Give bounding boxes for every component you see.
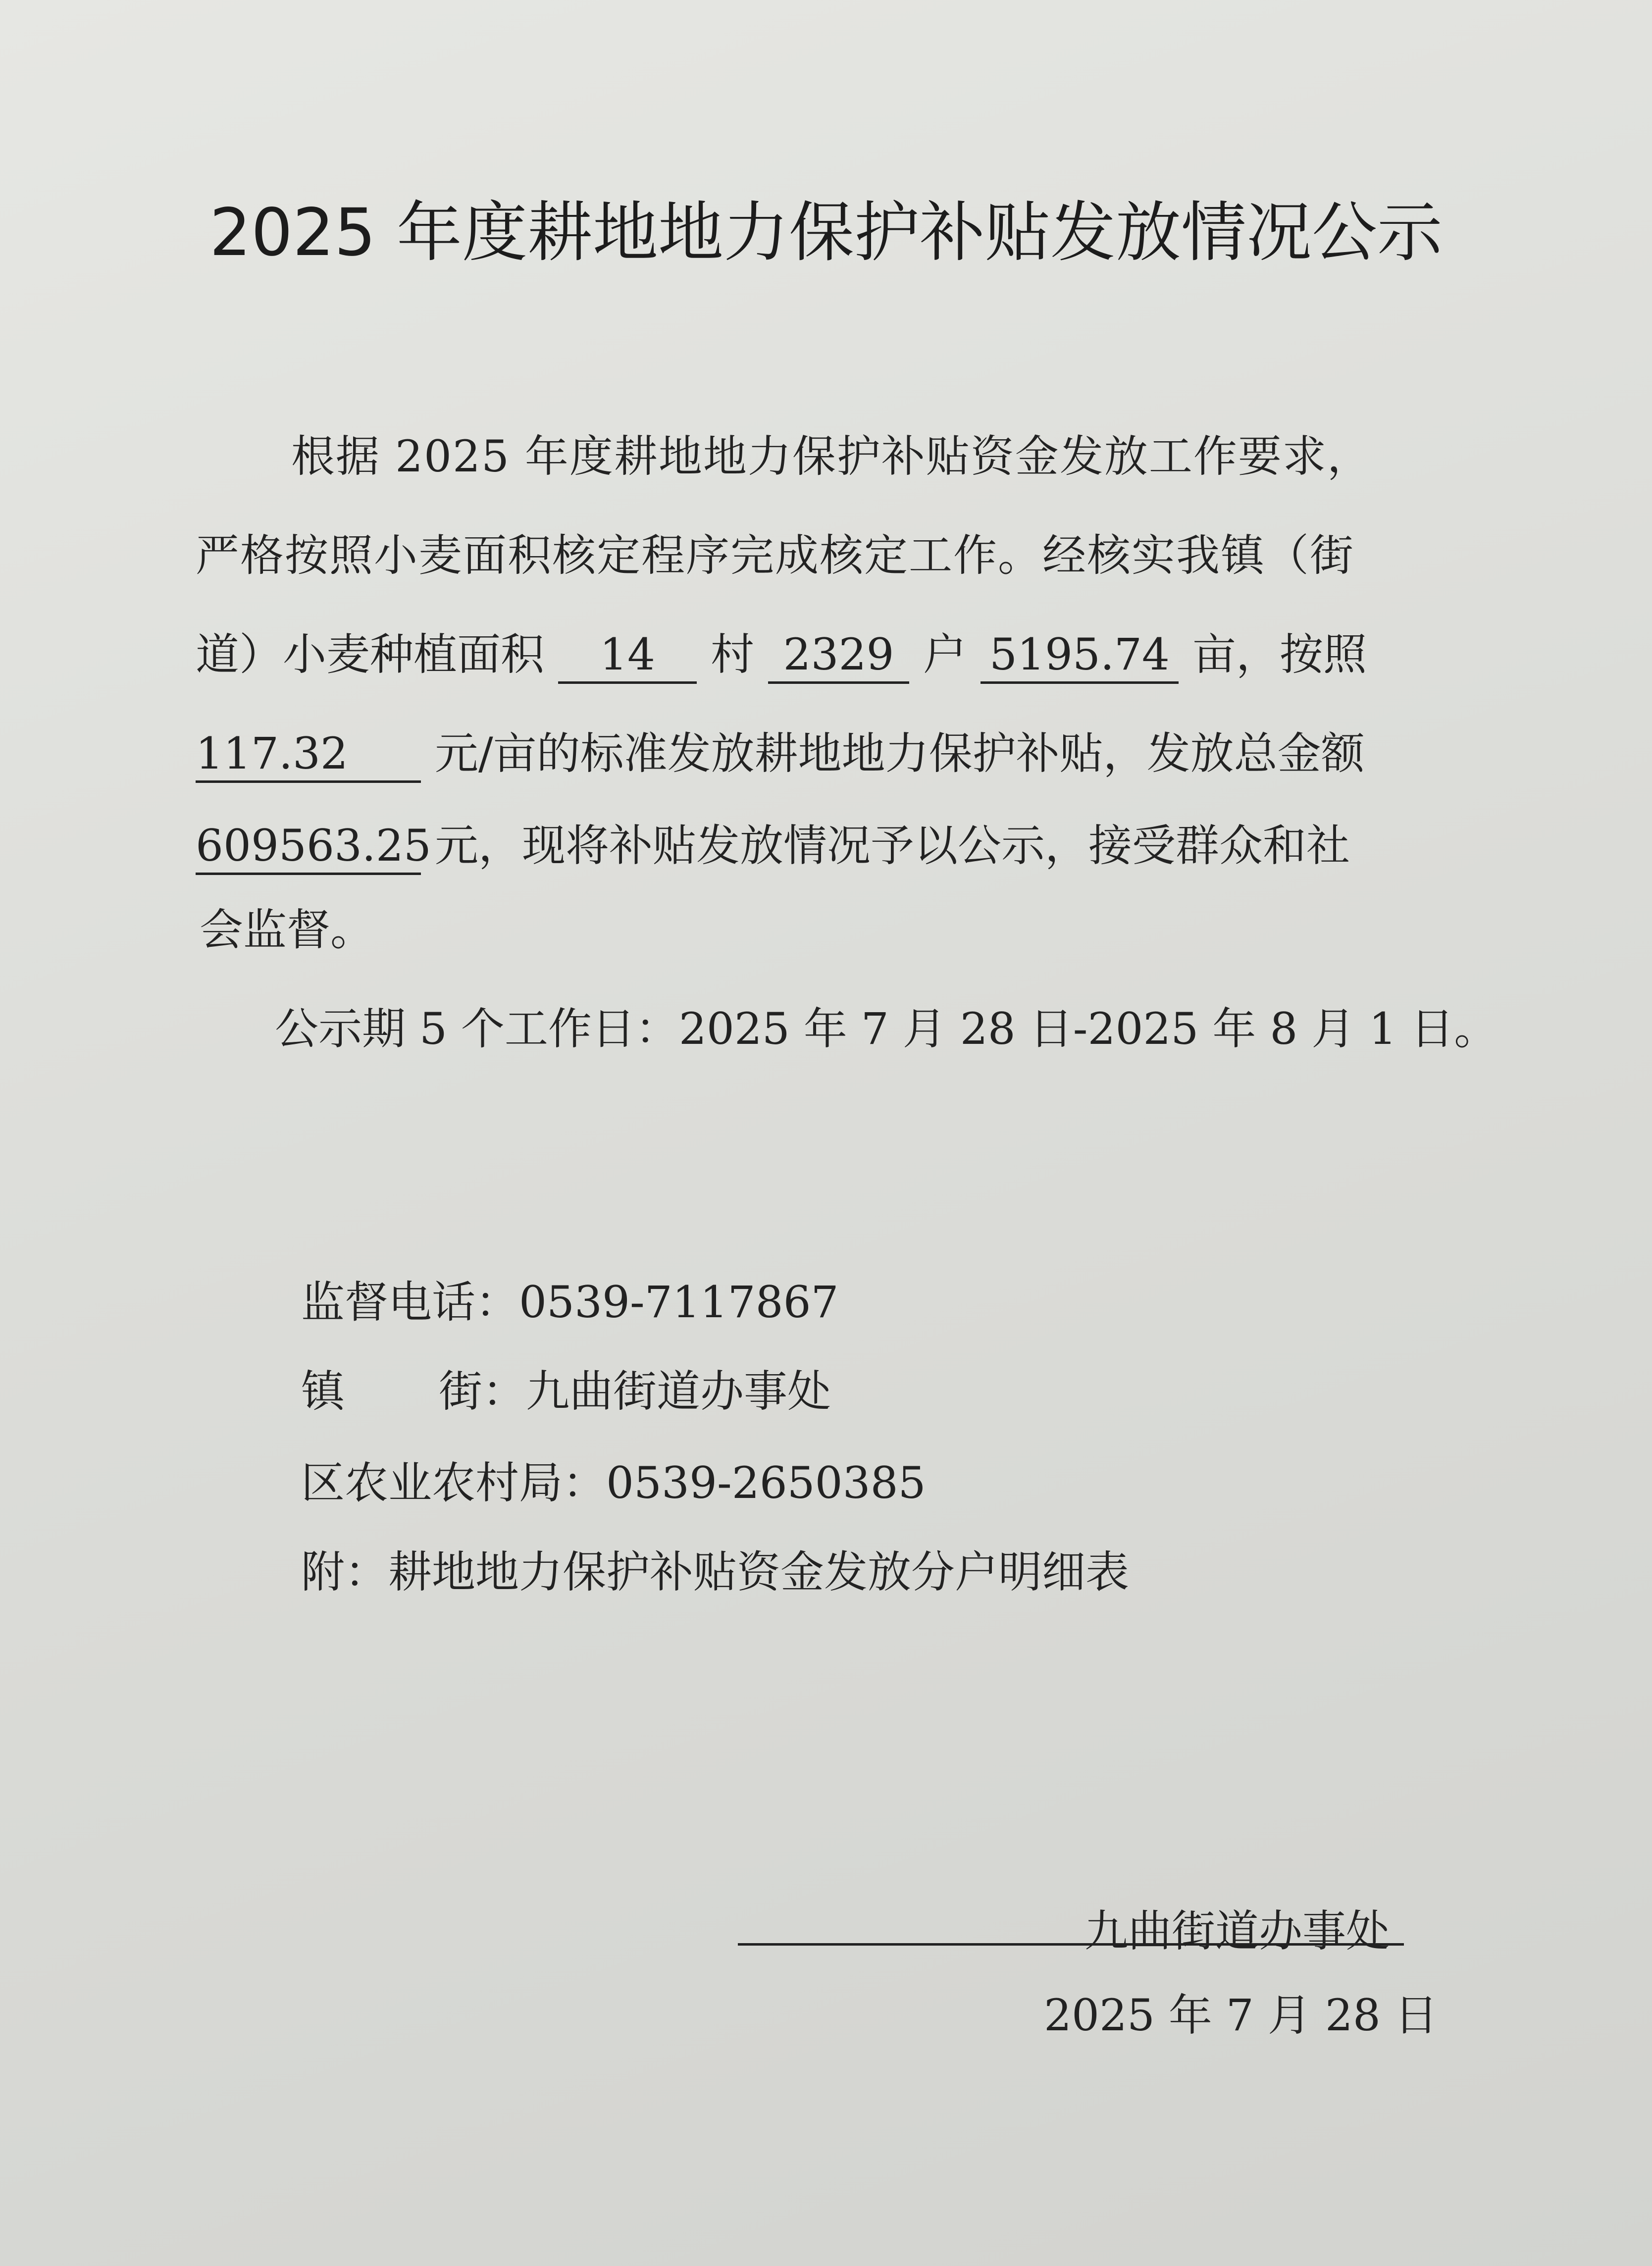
signature-line xyxy=(738,1943,1404,1946)
town-street-label-1: 镇 xyxy=(301,1366,345,1417)
household-count-blank: 2329 xyxy=(768,628,909,684)
village-unit: 村 xyxy=(710,629,754,680)
supervision-phone xyxy=(301,1273,839,1332)
document-title: 2025 年度耕地地力保护补贴发放情况公示 xyxy=(209,195,1443,271)
body-line-5 xyxy=(196,816,1350,876)
town-street xyxy=(301,1362,831,1421)
signature-date: 2025 年 7 月 28 日 xyxy=(1044,1990,1438,2041)
household-unit: 户 xyxy=(923,629,967,680)
attachment-note: 附：耕地地力保护补贴资金发放分户明细表 xyxy=(301,1546,1130,1597)
area-blank: 5195.74 xyxy=(981,628,1179,684)
village-count-blank: 14 xyxy=(558,628,697,684)
supervision-phone-number: 0539-7117867 xyxy=(519,1277,839,1328)
body-line-6: 会监督。 xyxy=(200,904,374,955)
supervision-phone-label: 监督电话： xyxy=(301,1277,519,1328)
area-unit: 亩，按照 xyxy=(1192,629,1367,680)
body-line-2: 严格按照小麦面积核定程序完成核定工作。经核实我镇（街 xyxy=(196,530,1355,581)
body-line-3-prefix: 道）小麦种植面积 xyxy=(196,629,545,680)
body-line-4 xyxy=(196,724,1365,783)
signature-org: 九曲街道办事处 xyxy=(1084,1906,1390,1957)
town-street-value: 九曲街道办事处 xyxy=(526,1366,831,1417)
body-line-1: 根据 2025 年度耕地地力保护补贴资金发放工作要求， xyxy=(291,431,1372,482)
agri-bureau xyxy=(301,1453,926,1513)
agri-bureau-phone: 0539-2650385 xyxy=(606,1457,926,1508)
publicity-period: 公示期 5 个工作日：2025 年 7 月 28 日-2025 年 8 月 1 日。 xyxy=(275,1003,1498,1054)
body-line-5-rest: 元，现将补贴发放情况予以公示，接受群众和社 xyxy=(434,820,1350,871)
body-line-3 xyxy=(196,625,1367,684)
town-street-label-2: 街： xyxy=(439,1366,526,1417)
body-line-4-rest: 元/亩的标准发放耕地地力保护补贴，发放总金额 xyxy=(434,728,1365,779)
rate-blank: 117.32 xyxy=(196,727,421,783)
total-amount-blank: 609563.25 xyxy=(196,819,421,875)
agri-bureau-label: 区农业农村局： xyxy=(301,1457,607,1508)
